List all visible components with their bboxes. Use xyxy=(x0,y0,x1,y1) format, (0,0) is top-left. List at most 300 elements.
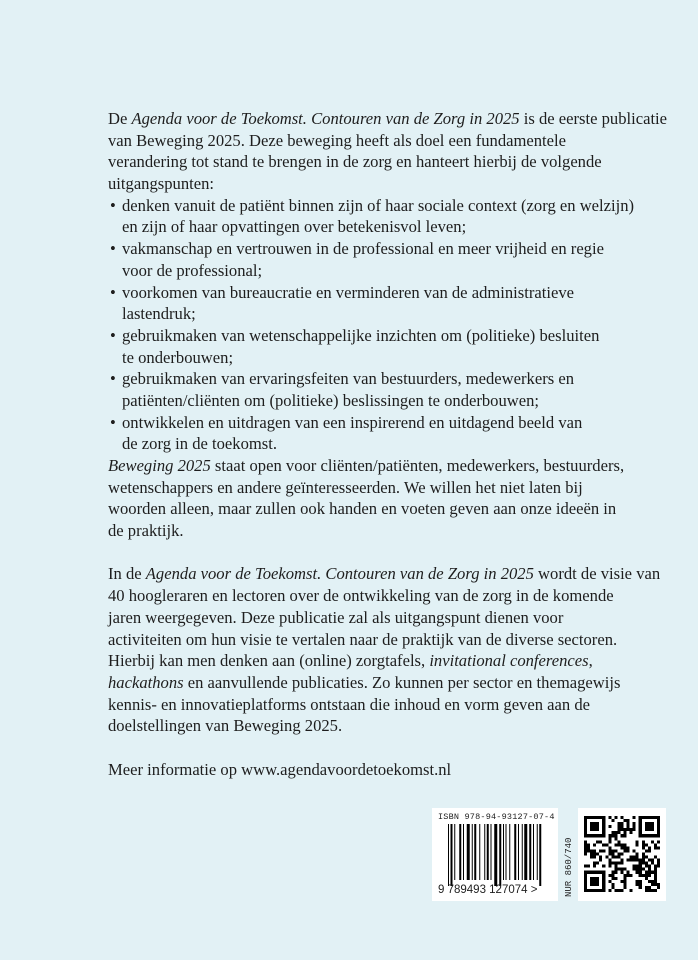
qr-module xyxy=(648,825,651,828)
nur-code: NUR 860/740 xyxy=(564,837,574,897)
qr-module xyxy=(639,834,642,837)
qr-module xyxy=(587,889,590,892)
text-segment: 40 hoogleraren en lectoren over de ontwikkeling van de zorg in de komende xyxy=(108,586,614,606)
qr-module xyxy=(642,834,645,837)
paragraph-gap xyxy=(108,737,678,759)
barcode-bars xyxy=(448,824,548,886)
qr-module xyxy=(593,849,596,852)
qr-module xyxy=(627,846,630,849)
qr-module xyxy=(620,822,623,825)
qr-module xyxy=(624,874,627,877)
text-segment: verandering tot stand te brengen in de zorg en hanteert hierbij de volgende xyxy=(108,152,602,172)
qr-module xyxy=(596,877,599,880)
qr-module xyxy=(611,862,614,865)
qr-module xyxy=(657,822,660,825)
qr-module xyxy=(608,816,611,819)
qr-module xyxy=(654,877,657,880)
qr-module xyxy=(617,828,620,831)
qr-module xyxy=(587,865,590,868)
qr-module xyxy=(608,840,611,843)
qr-module xyxy=(620,862,623,865)
qr-module xyxy=(657,886,660,889)
qr-module xyxy=(620,889,623,892)
qr-module xyxy=(657,819,660,822)
barcode-bar xyxy=(494,824,497,886)
qr-module xyxy=(602,874,605,877)
qr-module xyxy=(608,889,611,892)
qr-module xyxy=(620,825,623,828)
qr-module xyxy=(636,871,639,874)
qr-module xyxy=(620,816,623,819)
qr-module xyxy=(657,862,660,865)
qr-module xyxy=(627,825,630,828)
qr-module xyxy=(602,822,605,825)
qr-module xyxy=(636,880,639,883)
qr-module xyxy=(645,834,648,837)
qr-module xyxy=(593,880,596,883)
qr-module xyxy=(648,859,651,862)
qr-module xyxy=(639,868,642,871)
text-segment: gebruikmaken van wetenschappelijke inzichten om (politieke) besluiten xyxy=(122,325,600,345)
qr-module xyxy=(657,840,660,843)
qr-module xyxy=(648,865,651,868)
bullet-item xyxy=(108,325,678,347)
barcode-bar xyxy=(514,824,516,880)
italic-text: Agenda voor de Toekomst. Contouren van de Zorg in 2025 xyxy=(131,109,520,128)
qr-module xyxy=(593,877,596,880)
qr-module xyxy=(617,852,620,855)
qr-module xyxy=(611,831,614,834)
qr-module xyxy=(645,886,648,889)
qr-module xyxy=(639,862,642,865)
qr-module xyxy=(657,816,660,819)
qr-module xyxy=(620,859,623,862)
qr-module xyxy=(636,840,639,843)
qr-module xyxy=(633,849,636,852)
text-segment: van Beweging 2025. Deze beweging heeft als doel een fundamentele xyxy=(108,130,566,150)
ean-digits: 9 789493 127074 > xyxy=(438,884,538,896)
qr-module xyxy=(593,822,596,825)
qr-module xyxy=(624,886,627,889)
qr-module xyxy=(651,889,654,892)
qr-module xyxy=(654,846,657,849)
qr-module xyxy=(633,828,636,831)
qr-module xyxy=(608,849,611,852)
qr-module xyxy=(648,849,651,852)
qr-module xyxy=(627,828,630,831)
qr-module xyxy=(602,883,605,886)
qr-module xyxy=(633,868,636,871)
barcode-bar xyxy=(463,824,464,880)
text-line xyxy=(108,303,678,325)
qr-module xyxy=(630,859,633,862)
qr-module xyxy=(602,877,605,880)
barcode-bar xyxy=(524,824,527,880)
qr-module xyxy=(657,828,660,831)
qr-module xyxy=(596,834,599,837)
qr-module xyxy=(605,856,608,859)
barcode-bar xyxy=(467,824,470,880)
text-segment: voor de professional; xyxy=(122,260,263,280)
qr-module xyxy=(584,819,587,822)
qr-module xyxy=(651,883,654,886)
text-segment: lastendruk; xyxy=(122,304,196,324)
qr-module xyxy=(596,822,599,825)
barcode-bar xyxy=(539,824,541,886)
qr-module xyxy=(645,849,648,852)
qr-module xyxy=(614,877,617,880)
barcode-bar xyxy=(472,824,473,880)
qr-module xyxy=(593,865,596,868)
qr-module xyxy=(584,877,587,880)
qr-module xyxy=(599,849,602,852)
qr-module xyxy=(639,880,642,883)
qr-module xyxy=(593,862,596,865)
barcode-bar xyxy=(522,824,523,880)
text-segment: kennis- en innovatieplatforms ontstaan die inhoud en vorm geven aan de xyxy=(108,694,591,714)
qr-module xyxy=(608,837,611,840)
text-segment: activiteiten om hun visie te vertalen naar de praktijk van de diverse sectoren. xyxy=(108,629,618,649)
qr-module xyxy=(602,871,605,874)
qr-module xyxy=(639,828,642,831)
italic-text: invitational conferences xyxy=(429,651,589,671)
qr-module xyxy=(617,889,620,892)
qr-module xyxy=(593,871,596,874)
qr-module xyxy=(645,862,648,865)
qr-module xyxy=(624,831,627,834)
qr-module xyxy=(593,816,596,819)
qr-module xyxy=(617,825,620,828)
qr-module xyxy=(642,840,645,843)
barcode-bar xyxy=(487,824,489,880)
qr-module xyxy=(584,874,587,877)
qr-module xyxy=(651,840,654,843)
qr-module xyxy=(590,822,593,825)
qr-module xyxy=(584,880,587,883)
qr-module xyxy=(602,880,605,883)
qr-module xyxy=(651,834,654,837)
qr-module xyxy=(636,865,639,868)
qr-module xyxy=(648,846,651,849)
qr-module xyxy=(611,886,614,889)
qr-module xyxy=(645,877,648,880)
qr-module xyxy=(611,877,614,880)
qr-module xyxy=(596,883,599,886)
qr-module xyxy=(608,825,611,828)
qr-module xyxy=(642,846,645,849)
qr-module xyxy=(620,843,623,846)
text-line xyxy=(108,629,678,651)
qr-module xyxy=(648,822,651,825)
text-line xyxy=(108,108,678,130)
qr-module xyxy=(651,862,654,865)
qr-module xyxy=(633,865,636,868)
qr-module xyxy=(620,834,623,837)
text-segment: de praktijk. xyxy=(108,521,184,541)
qr-module xyxy=(627,859,630,862)
qr-module xyxy=(654,874,657,877)
qr-module xyxy=(608,834,611,837)
barcode-bar xyxy=(491,824,492,880)
qr-module xyxy=(587,843,590,846)
qr-module xyxy=(584,828,587,831)
qr-module xyxy=(648,871,651,874)
qr-module xyxy=(651,828,654,831)
qr-module xyxy=(587,849,590,852)
qr-module xyxy=(657,865,660,868)
isbn-barcode xyxy=(432,808,558,901)
qr-module xyxy=(608,852,611,855)
qr-module xyxy=(654,856,657,859)
qr-module xyxy=(614,889,617,892)
text-segment: en aanvullende publicaties. Zo kunnen per sector en themagewijs xyxy=(183,672,621,692)
qr-module xyxy=(611,856,614,859)
qr-module xyxy=(639,865,642,868)
qr-module xyxy=(633,816,636,819)
qr-module xyxy=(648,889,651,892)
qr-module xyxy=(614,862,617,865)
qr-module xyxy=(657,831,660,834)
qr-module xyxy=(645,828,648,831)
qr-module xyxy=(614,831,617,834)
qr-module xyxy=(645,825,648,828)
bullet-item xyxy=(108,238,678,260)
qr-module xyxy=(590,856,593,859)
qr-module xyxy=(596,852,599,855)
qr-module xyxy=(602,834,605,837)
text-segment: doelstellingen van Beweging 2025. xyxy=(108,716,343,736)
text-line xyxy=(108,520,678,542)
qr-module xyxy=(608,859,611,862)
qr-module xyxy=(599,840,602,843)
text-segment: wordt de visie van xyxy=(533,564,661,584)
bullet-icon: • xyxy=(110,412,116,432)
text-segment: staat open voor cliënten/patiënten, medewerkers, bestuurders, xyxy=(210,456,625,475)
qr-module xyxy=(584,849,587,852)
barcode-bar xyxy=(518,824,519,880)
qr-module xyxy=(608,846,611,849)
qr-module xyxy=(617,868,620,871)
qr-module xyxy=(624,877,627,880)
qr-module xyxy=(602,816,605,819)
qr-module xyxy=(642,843,645,846)
italic-text: hackathons xyxy=(108,672,184,692)
text-line xyxy=(108,607,678,629)
qr-module xyxy=(584,834,587,837)
qr-module xyxy=(624,880,627,883)
text-line xyxy=(108,433,678,455)
qr-module xyxy=(639,816,642,819)
qr-module xyxy=(587,846,590,849)
text-line xyxy=(108,130,678,152)
qr-module xyxy=(590,871,593,874)
qr-module xyxy=(627,849,630,852)
barcode-bar xyxy=(448,824,449,886)
qr-module xyxy=(611,852,614,855)
qr-module xyxy=(614,871,617,874)
text-segment: de zorg in de toekomst. xyxy=(122,434,277,454)
qr-module xyxy=(584,865,587,868)
qr-module xyxy=(620,852,623,855)
qr-module xyxy=(648,828,651,831)
qr-module xyxy=(636,843,639,846)
qr-module xyxy=(651,816,654,819)
barcode-bar xyxy=(529,824,531,880)
barcode-bar xyxy=(533,824,534,880)
qr-module xyxy=(630,874,633,877)
qr-module xyxy=(593,825,596,828)
qr-module xyxy=(633,822,636,825)
isbn-label: ISBN 978-94-93127-07-4 xyxy=(438,812,555,822)
barcode-bar xyxy=(499,824,501,886)
qr-module xyxy=(654,868,657,871)
qr-module xyxy=(639,859,642,862)
qr-module xyxy=(596,828,599,831)
text-segment: ontwikkelen en uitdragen van een inspirerend en uitdagend beeld van xyxy=(122,412,583,432)
qr-module xyxy=(639,883,642,886)
barcode-bar xyxy=(509,824,510,880)
bullet-icon: • xyxy=(110,239,116,259)
qr-module xyxy=(590,825,593,828)
qr-module xyxy=(624,883,627,886)
qr-module xyxy=(624,846,627,849)
qr-module xyxy=(633,825,636,828)
qr-module xyxy=(620,846,623,849)
qr-module xyxy=(617,840,620,843)
text-segment: voorkomen van bureaucratie en verminderen van de administratieve xyxy=(122,282,574,302)
qr-module xyxy=(590,828,593,831)
qr-module xyxy=(614,837,617,840)
qr-module xyxy=(584,843,587,846)
qr-module xyxy=(630,831,633,834)
qr-module xyxy=(639,825,642,828)
barcode-bar xyxy=(459,824,461,880)
qr-module xyxy=(584,883,587,886)
qr-module xyxy=(627,822,630,825)
text-segment: wetenschappers en andere geïnteresseerden. We willen het niet laten bij xyxy=(108,477,583,497)
qr-module xyxy=(624,843,627,846)
qr-module xyxy=(639,819,642,822)
qr-module xyxy=(627,874,630,877)
qr-module xyxy=(624,834,627,837)
qr-module xyxy=(617,822,620,825)
text-line xyxy=(108,347,678,369)
text-segment: , xyxy=(588,651,593,671)
qr-module xyxy=(636,852,639,855)
qr-module xyxy=(590,880,593,883)
qr-module xyxy=(648,880,651,883)
qr-module xyxy=(617,831,620,834)
qr-module xyxy=(639,831,642,834)
qr-module xyxy=(596,816,599,819)
qr-module xyxy=(599,889,602,892)
text-segment: Hierbij kan men denken aan (online) zorgtafels, xyxy=(108,651,430,671)
qr-module xyxy=(602,828,605,831)
qr-module xyxy=(651,871,654,874)
text-line xyxy=(108,390,678,412)
qr-module xyxy=(614,856,617,859)
qr-module xyxy=(648,816,651,819)
italic-text: Agenda voor de Toekomst. Contouren van de Zorg in 2025 xyxy=(145,564,534,584)
qr-module xyxy=(590,877,593,880)
bullet-item xyxy=(108,282,678,304)
text-segment: is de eerste publicatie xyxy=(519,109,668,128)
qr-module xyxy=(584,889,587,892)
text-line xyxy=(108,759,678,781)
qr-module xyxy=(651,859,654,862)
text-line xyxy=(108,672,678,694)
text-line xyxy=(108,498,678,520)
qr-module xyxy=(593,883,596,886)
qr-module xyxy=(624,819,627,822)
qr-module xyxy=(642,816,645,819)
qr-module xyxy=(593,828,596,831)
qr-module xyxy=(590,849,593,852)
qr-module xyxy=(602,865,605,868)
italic-text: Beweging 2025 xyxy=(108,456,211,475)
qr-module xyxy=(639,871,642,874)
qr-module xyxy=(611,883,614,886)
text-line xyxy=(108,216,678,238)
bullet-item xyxy=(108,412,678,434)
qr-module xyxy=(617,843,620,846)
barcode-bar xyxy=(479,824,480,880)
text-line xyxy=(108,477,678,499)
qr-module xyxy=(605,843,608,846)
qr-code[interactable] xyxy=(578,808,666,901)
qr-module xyxy=(587,871,590,874)
qr-module xyxy=(599,871,602,874)
qr-module xyxy=(657,846,660,849)
qr-module xyxy=(599,859,602,862)
qr-module xyxy=(584,831,587,834)
qr-module xyxy=(633,856,636,859)
qr-module xyxy=(620,871,623,874)
qr-module xyxy=(614,834,617,837)
qr-module xyxy=(636,856,639,859)
text-line xyxy=(108,563,678,585)
barcode-bar xyxy=(537,824,538,880)
qr-module xyxy=(642,874,645,877)
qr-module xyxy=(596,880,599,883)
qr-module xyxy=(642,859,645,862)
qr-module xyxy=(630,889,633,892)
qr-module xyxy=(602,849,605,852)
text-line xyxy=(108,585,678,607)
qr-module xyxy=(596,889,599,892)
text-line xyxy=(108,650,678,672)
qr-module xyxy=(645,856,648,859)
qr-module xyxy=(645,874,648,877)
qr-module xyxy=(584,852,587,855)
qr-module xyxy=(657,859,660,862)
qr-module xyxy=(654,871,657,874)
qr-module xyxy=(645,816,648,819)
qr-module xyxy=(611,849,614,852)
text-segment: en zijn of haar opvattingen over betekenisvol leven; xyxy=(122,217,467,237)
qr-module xyxy=(630,828,633,831)
qr-module xyxy=(657,834,660,837)
qr-module xyxy=(630,856,633,859)
qr-module xyxy=(654,834,657,837)
text-segment: patiënten/cliënten om (politieke) beslissingen te onderbouwen; xyxy=(122,390,540,410)
qr-module xyxy=(654,816,657,819)
qr-module xyxy=(590,889,593,892)
qr-module xyxy=(633,859,636,862)
qr-module xyxy=(590,816,593,819)
qr-module xyxy=(620,880,623,883)
text-line xyxy=(108,260,678,282)
